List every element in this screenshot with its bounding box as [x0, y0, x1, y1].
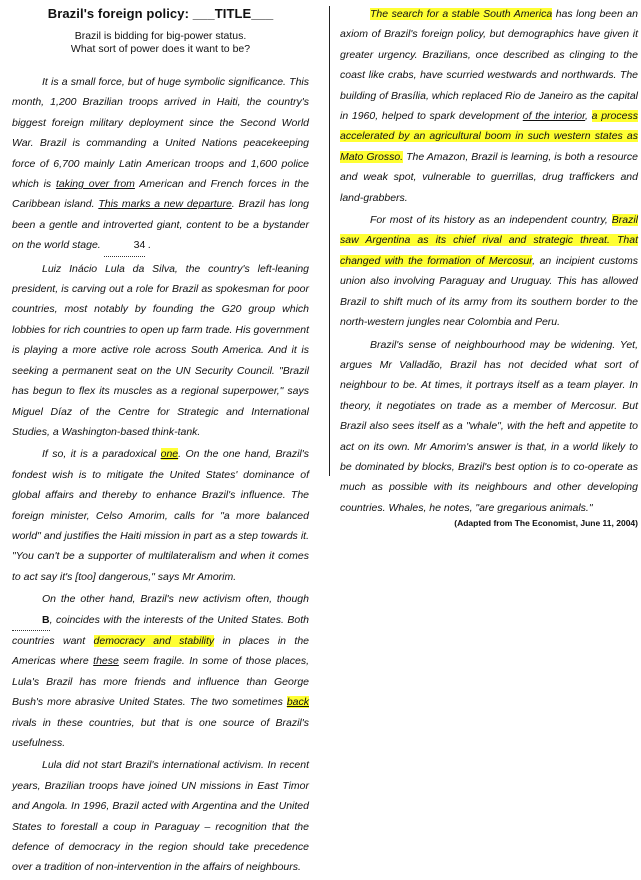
- text: .: [145, 239, 152, 252]
- text: . Brazil has long been a gentle and introverted giant, content to be a bystander on the world stage.: [12, 198, 310, 252]
- subtitle-line-2: What sort of power does it want to be?: [70, 43, 251, 55]
- highlighted-word: one: [160, 448, 179, 461]
- source-citation: (Adapted from The Economist, June 11, 2004): [454, 518, 638, 529]
- underlined-phrase: taking over from: [55, 178, 135, 191]
- paragraph-4: [12, 589, 309, 753]
- paragraph-1: [12, 72, 309, 257]
- text: American and French forces in the Caribbean island.: [12, 178, 309, 211]
- article-subtitle: [12, 30, 309, 56]
- text: . On the one hand, Brazil's fondest wish is to mitigate the United States' dominance of global affairs and thereby to enhance Brazil's influence. The foreign minister, Celso Amorim, calls for "a more balanced world" and justifies the Haiti mission in part as a step towards it. "You can't be a supporter of multilateralism and when it comes to act say it's [too] dangerous," says Mr Amorim.: [12, 448, 309, 583]
- paragraph-8: Brazil's sense of neighbourhood may be widening. Yet, argues Mr Valladão, Brazil has not decided what sort of neighbour to be. At times, it portrays itself as a team player. In theory, it negotiates on trade as a member of Mercosur. But Brazil also sees itself as a "whale", with the heft and appetite to act on its own. Mr Amorim's answer is that, in a world likely to be dominated by blocks, Brazil's best option is to co-operate as much as possible with its neighbours and other developing countries. Whales, he notes, "are gregarious animals.": [340, 338, 638, 514]
- text: has long been an axiom of Brazil's foreign policy, but demographics have given it greater urgency. Brazilians, once described as clinging to the coast like crabs, have scurried westwards and northwards. The building of Brasília, which replaced Rio de Janeiro as the capital in 1960, helped to spark development: [340, 8, 638, 123]
- article-title: Brazil's foreign policy: ___TITLE___: [47, 6, 274, 21]
- text: rivals in these countries, but that is one source of Brazil's usefulness.: [12, 716, 309, 749]
- paragraph-3: [12, 444, 309, 587]
- text: , coincides with the interests of the United States. Both countries want: [12, 613, 309, 647]
- paragraph-6: [340, 4, 638, 208]
- highlighted-word: back: [286, 696, 309, 709]
- highlighted-phrase: a process accelerated by an agricultural boom in such western states as Mato Grosso.: [340, 110, 638, 163]
- underlined-phrase: of the interior: [522, 110, 586, 123]
- text: For most of its history as an independent country,: [370, 214, 612, 227]
- text: The Amazon, Brazil is learning, is both a resource and weak spot, vulnerable to guerrillas, drug traffickers and land-grabbers.: [340, 150, 638, 204]
- text: If so, it is a paradoxical: [42, 448, 161, 461]
- right-column: [340, 0, 638, 528]
- underlined-word: these: [93, 655, 119, 668]
- left-column: [12, 0, 309, 880]
- highlighted-phrase: The search for a stable South America: [370, 8, 553, 20]
- paragraph-2: Luiz Inácio Lula da Silva, the country's left-leaning president, is carving out a role for Brazil as spokesman for poor countries, most notably by founding the G20 group which lobbies for rich countries to open up farm trade. His government is playing a more active role across South America. And it is seeking a permanent seat on the UN Security Council. "Brazil has begun to flex its muscles as a regional superpower," says Miguel Díaz of the Centre for Strategic and International Studies, a Washington-based think-tank.: [12, 262, 309, 438]
- text: ,: [585, 110, 592, 123]
- text: On the other hand, Brazil's new activism often, though: [42, 593, 309, 606]
- subtitle-line-1: Brazil is bidding for big-power status.: [74, 30, 247, 42]
- column-divider: [329, 6, 330, 476]
- text: It is a small force, but of huge symbolic significance. This month, 1,200 Brazilian troops arrived in Haiti, the country's biggest foreign military deployment since the Second World War. Brazil is commanding a United Nations peacekeeping force of 6,700 mainly Latin American troops and 1,600 police which is: [12, 76, 309, 191]
- paragraph-7: [340, 210, 638, 332]
- text: , an incipient customs union also involving Paraguay and Uruguay. This has allowed Brazil to shift much of its army from its southern border to the north-western jungles near Colombia and Peru.: [340, 254, 638, 329]
- paragraph-5: Lula did not start Brazil's international activism. In recent years, Brazilian troops have joined UN missions in East Timor and Angola. In 1996, Brazil acted with Argentina and the United States to forestall a coup in Paraguay – recognition that the defence of democracy in the region should take precedence over a tradition of non-intervention in the affairs of neighbours.: [12, 759, 309, 874]
- text: seem fragile. In some of those places, Lula's Brazil has more friends and influence than George Bush's more abrasive United States. The two sometimes: [12, 655, 309, 709]
- highlighted-phrase: Brazil saw Argentina as its chief rival and strategic threat. That changed with the formation of Mercosur: [340, 214, 638, 267]
- highlighted-phrase: democracy and stability: [93, 634, 215, 647]
- question-blank-34: 34: [104, 235, 146, 256]
- question-blank-b: B: [12, 610, 50, 631]
- underlined-phrase: This marks a new departure: [98, 198, 232, 211]
- text: in places in the Americas where: [12, 634, 309, 668]
